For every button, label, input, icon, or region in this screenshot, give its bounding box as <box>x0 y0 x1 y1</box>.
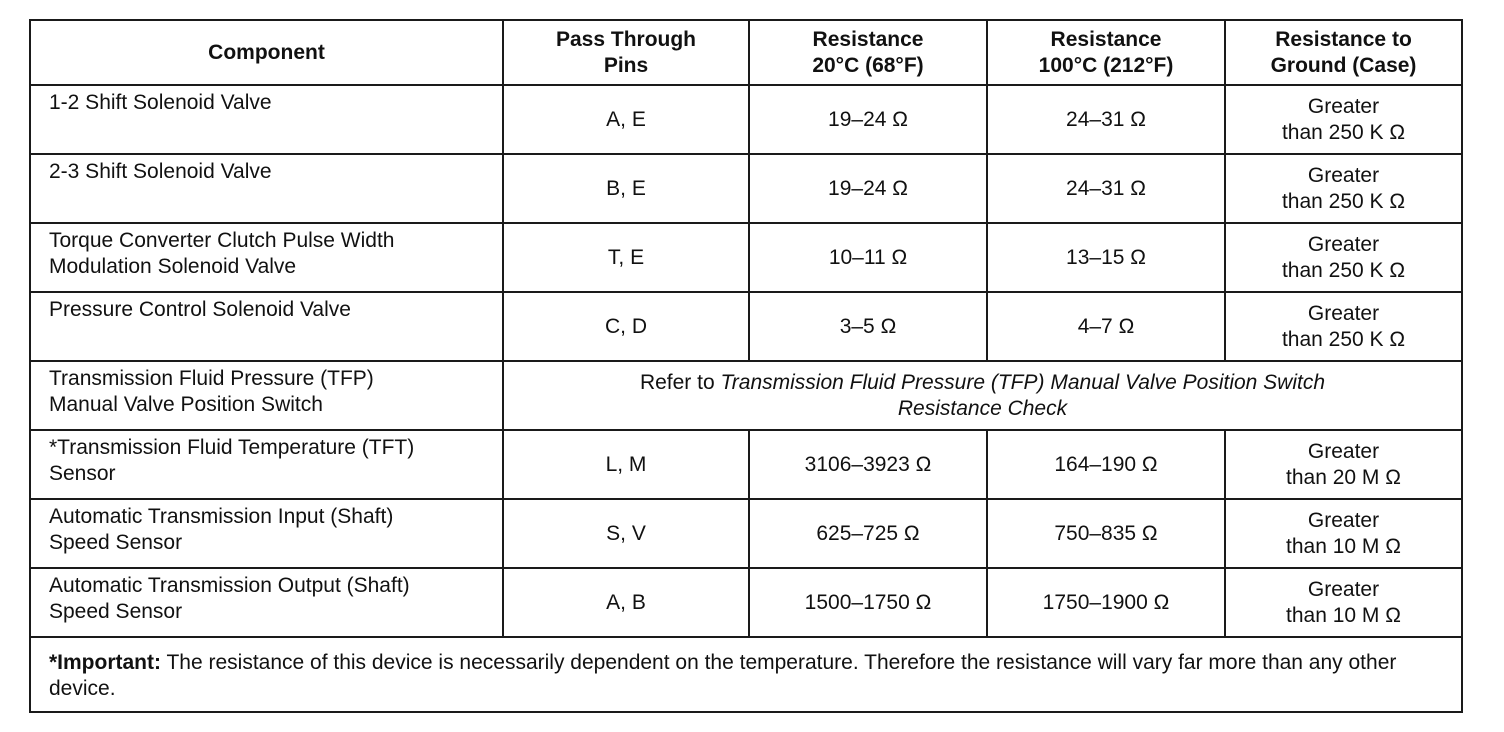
note-row <box>30 637 1462 712</box>
resistance-100c-cell: 1750–1900 Ω <box>987 568 1225 637</box>
header-resistance-20c: Resistance 20°C (68°F) <box>749 20 987 85</box>
pins-cell: B, E <box>503 154 749 223</box>
ground-resistance-cell: Greater than 10 M Ω <box>1225 568 1462 637</box>
pins-cell: S, V <box>503 499 749 568</box>
resistance-100c-cell: 4–7 Ω <box>987 292 1225 361</box>
ground-resistance-cell: Greater than 250 K Ω <box>1225 292 1462 361</box>
resistance-100c-cell: 24–31 Ω <box>987 154 1225 223</box>
refer-title-line1: Transmission Fluid Pressure (TFP) Manual Valve Position Switch <box>720 370 1326 394</box>
tfp-reference-cell <box>503 361 1462 430</box>
component-cell: Transmission Fluid Pressure (TFP) Manual Valve Position Switch <box>30 361 503 430</box>
resistance-100c-cell: 24–31 Ω <box>987 85 1225 154</box>
resistance-spec-sheet <box>29 19 1461 713</box>
resistance-20c-cell: 19–24 Ω <box>749 85 987 154</box>
table-row <box>30 85 1462 154</box>
component-cell: Pressure Control Solenoid Valve <box>30 292 503 361</box>
ground-resistance-cell: Greater than 250 K Ω <box>1225 223 1462 292</box>
pins-cell: A, E <box>503 85 749 154</box>
resistance-table <box>29 19 1463 713</box>
table-row <box>30 223 1462 292</box>
ground-resistance-cell: Greater than 250 K Ω <box>1225 154 1462 223</box>
pins-cell: L, M <box>503 430 749 499</box>
resistance-20c-cell: 625–725 Ω <box>749 499 987 568</box>
component-cell: *Transmission Fluid Temperature (TFT) Sensor <box>30 430 503 499</box>
resistance-100c-cell: 13–15 Ω <box>987 223 1225 292</box>
refer-title-line2: Resistance Check <box>897 396 1068 420</box>
component-cell: 1-2 Shift Solenoid Valve <box>30 85 503 154</box>
component-cell: Automatic Transmission Input (Shaft) Speed Sensor <box>30 499 503 568</box>
table-row <box>30 430 1462 499</box>
ground-resistance-cell: Greater than 20 M Ω <box>1225 430 1462 499</box>
header-resistance-ground: Resistance to Ground (Case) <box>1225 20 1462 85</box>
resistance-100c-cell: 750–835 Ω <box>987 499 1225 568</box>
resistance-20c-cell: 10–11 Ω <box>749 223 987 292</box>
refer-prefix: Refer to <box>639 370 721 394</box>
pins-cell: C, D <box>503 292 749 361</box>
component-cell: Torque Converter Clutch Pulse Width Modulation Solenoid Valve <box>30 223 503 292</box>
header-resistance-100c: Resistance 100°C (212°F) <box>987 20 1225 85</box>
table-row-tfp <box>30 361 1462 430</box>
table-row <box>30 568 1462 637</box>
resistance-20c-cell: 1500–1750 Ω <box>749 568 987 637</box>
pins-cell: A, B <box>503 568 749 637</box>
ground-resistance-cell: Greater than 250 K Ω <box>1225 85 1462 154</box>
resistance-100c-cell: 164–190 Ω <box>987 430 1225 499</box>
resistance-20c-cell: 3–5 Ω <box>749 292 987 361</box>
table-row <box>30 154 1462 223</box>
header-component: Component <box>30 20 503 85</box>
ground-resistance-cell: Greater than 10 M Ω <box>1225 499 1462 568</box>
note-text: The resistance of this device is necessarily dependent on the temperature. Therefore the resistance will vary far more than any other device. <box>49 650 1397 700</box>
important-note <box>30 637 1462 712</box>
resistance-20c-cell: 3106–3923 Ω <box>749 430 987 499</box>
component-cell: Automatic Transmission Output (Shaft) Speed Sensor <box>30 568 503 637</box>
component-cell: 2-3 Shift Solenoid Valve <box>30 154 503 223</box>
pins-cell: T, E <box>503 223 749 292</box>
table-row <box>30 292 1462 361</box>
table-row <box>30 499 1462 568</box>
header-pins: Pass Through Pins <box>503 20 749 85</box>
resistance-20c-cell: 19–24 Ω <box>749 154 987 223</box>
note-label: *Important: <box>49 650 161 674</box>
header-row <box>30 20 1462 85</box>
